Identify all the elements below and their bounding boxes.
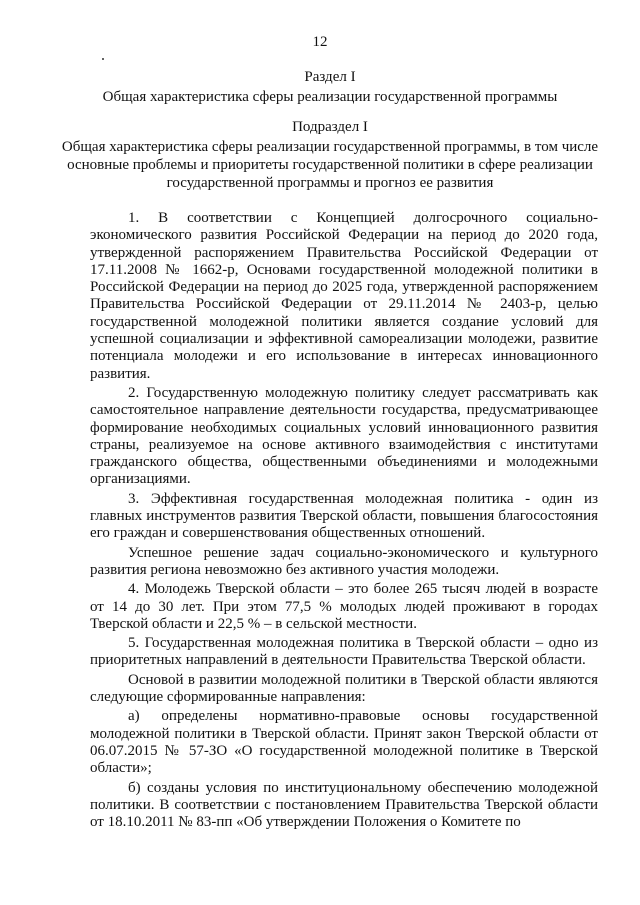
subsection-heading bbox=[60, 118, 600, 192]
paragraph-3: 3. Эффективная государственная молодежная политика - один из главных инструментов развития Тверской области, повышения благосостояния его граждан и совершенствования общественных отношений. bbox=[90, 490, 598, 542]
page-number: 12 bbox=[312, 34, 328, 50]
paragraph-2: 2. Государственную молодежную политику следует рассматривать как самостоятельное направление деятельности государства, предусматривающее формирование необходимых социальных условий инновационного развития страны, реализуемое на основе активного взаимодействия с институтами гражданского общества, общественными объединениями и молодежными организациями. bbox=[90, 384, 598, 488]
list-item-b: б) созданы условия по институциональному обеспечению молодежной политики. В соответствии с постановлением Правительства Тверской области от 18.10.2011 № 83-пп «Об утверждении Положения о Комитете по bbox=[90, 779, 598, 831]
section-label: Раздел I bbox=[304, 69, 356, 85]
list-item-a: а) определены нормативно-правовые основы государственной молодежной политики в Тверской области. Принят закон Тверской области от 06.07.2015 № 57-ЗО «О государственной молодежной политике в Тверской области»; bbox=[90, 708, 598, 777]
section-heading bbox=[60, 68, 600, 106]
subsection-label: Подраздел I bbox=[292, 119, 368, 135]
subsection-title: Общая характеристика сферы реализации государственной программы, в том числе основные проблемы и приоритеты государственной политики в сфере реализации государственной программы и прогноз ее развития bbox=[61, 139, 599, 191]
paragraph-basis: Основой в развитии молодежной политики в Тверской области являются следующие сформированные направления: bbox=[90, 671, 598, 706]
scan-dot bbox=[102, 58, 104, 60]
document-body bbox=[90, 210, 598, 833]
section-title: Общая характеристика сферы реализации государственной программы bbox=[102, 89, 558, 105]
paragraph-5: 5. Государственная молодежная политика в Тверской области – одно из приоритетных направлений в деятельности Правительства Тверской области. bbox=[90, 635, 598, 669]
paragraph-1: 1. В соответствии с Концепцией долгосрочного социально-экономического развития Российской Федерации на период до 2020 года, утвержденной распоряжением Правительства Российской Федерации от 17.11.2008 № 1662-р, Основами государственной молодежной политики в Российской Федерации на период до 2025 года, утвержденной распоряжением Правительства Российской Федерации от 29.11.2014 № 2403-р, целью государственной молодежной политики является создание условий для успешной социализации и эффективной самореализации молодежи, развитие потенциала молодежи и его использование в интересах инновационного развития. bbox=[90, 210, 598, 382]
paragraph-3-continued: Успешное решение задач социально-экономического и культурного развития региона невозможно без активного участия молодежи. bbox=[90, 544, 598, 578]
paragraph-4: 4. Молодежь Тверской области – это более 265 тысяч людей в возрасте от 14 до 30 лет. При этом 77,5 % молодых людей проживают в городах Тверской области и 22,5 % – в сельской местности. bbox=[90, 581, 598, 632]
